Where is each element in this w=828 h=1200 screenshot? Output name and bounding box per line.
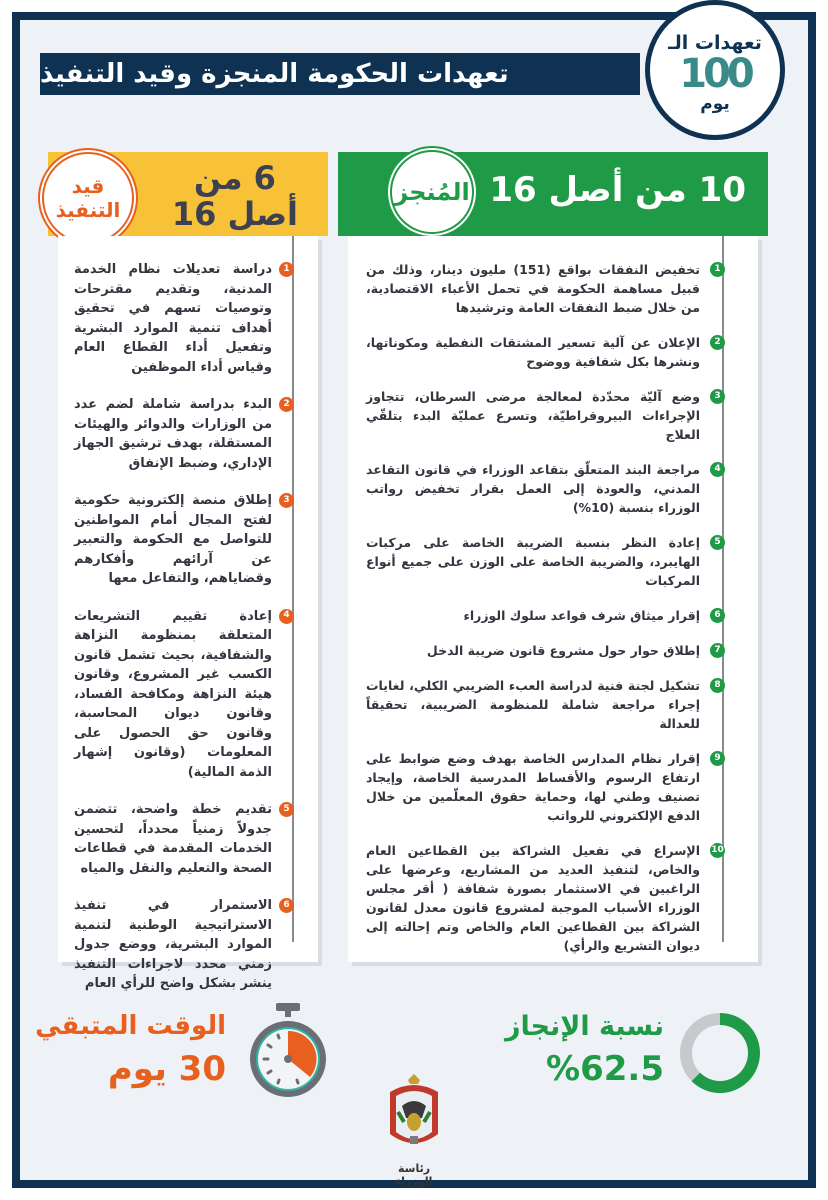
list-item	[362, 387, 744, 444]
list-item	[362, 260, 744, 317]
in-progress-column	[48, 152, 328, 991]
completed-stamp-text: المُنجز	[394, 178, 470, 206]
achievement-value: %62.5	[546, 1049, 664, 1089]
badge-top-text: تعهدات الـ	[668, 32, 762, 54]
item-number-badge: 7	[710, 643, 725, 658]
remaining-time-value: 30 يوم	[107, 1049, 226, 1089]
badge-bottom-text: يوم	[700, 94, 730, 114]
in-progress-count-line1: 6 من	[193, 159, 276, 197]
list-item	[362, 460, 744, 517]
item-text: الاستمرار في تنفيذ الاستراتيجية الوطنية لتنمية الموارد البشرية، ووضع جدول زمني محدد لاجراءات التنفيذ ينشر بشكل واضح للرأي العام	[74, 898, 272, 991]
item-number-badge: 10	[710, 843, 725, 858]
item-number-badge: 2	[710, 335, 725, 350]
in-progress-count	[172, 160, 298, 232]
item-number-badge: 8	[710, 678, 725, 693]
remaining-time-label: الوقت المتبقي	[35, 1011, 226, 1041]
list-item	[362, 606, 744, 625]
in-progress-stamp-line1: قيد	[71, 174, 105, 198]
jordan-emblem	[382, 1072, 446, 1188]
list-item	[72, 491, 304, 589]
item-number-badge: 3	[279, 493, 294, 508]
item-number-badge: 4	[279, 609, 294, 624]
completed-column	[338, 152, 768, 962]
completed-count: 10 من أصل 16	[489, 170, 746, 210]
list-item	[362, 841, 744, 955]
in-progress-list	[58, 236, 318, 991]
item-text: الإعلان عن آلية تسعير المشتقات النفطية ومكوناتها، ونشرها بكل شفافية ووضوح	[366, 335, 700, 369]
list-item	[362, 333, 744, 371]
coat-of-arms-icon	[382, 1072, 446, 1156]
item-text: وضع آليّة محدّدة لمعالجة مرضى السرطان، تتجاوز الإجراءات البيروقراطيّة، وتسرع عمليّة البدء بتلقّي العلاج	[366, 389, 700, 442]
completed-list	[348, 236, 758, 962]
achievement-stat	[490, 1005, 760, 1095]
item-text: إعادة تقييم التشريعات المتعلقة بمنظومة النزاهة والشفافية، بحيث تشمل قانون الكسب غير المشروع، وقانون هيئة النزاهة ومكافحة الفساد، وقانون ديوان المحاسبة، وقانون حق الحصول على المعلومات (وقانون إشهار الذمة المالية)	[74, 608, 272, 780]
in-progress-banner	[48, 152, 328, 236]
item-text: إطلاق حوار حول مشروع قانون ضريبة الدخل	[426, 643, 700, 658]
list-item	[72, 607, 304, 783]
item-text: الإسراع في تفعيل الشراكة بين القطاعين العام والخاص، لتنفيذ العديد من المشاريع، وعرضها على الراغبين في الاستثمار بصورة شفافة ( أقر مجلس الوزراء الأسباب الموجبة لمشروع قانون معدل لقانون الشراكة بين القطاعين العام والخاص وتم إحالته إلى ديوان التشريع والرأي)	[366, 843, 700, 953]
item-number-badge: 6	[710, 608, 725, 623]
item-number-badge: 3	[710, 389, 725, 404]
item-text: مراجعة البند المتعلّق بتقاعد الوزراء في قانون التقاعد المدني، والعودة إلى العمل بقرار تخفيض رواتب الوزراء بنسبة (10%)	[366, 462, 700, 515]
100-days-badge	[645, 0, 785, 140]
list-item	[72, 395, 304, 473]
completed-stamp	[386, 146, 478, 238]
achievement-donut-chart	[680, 1013, 760, 1093]
item-number-badge: 1	[279, 262, 294, 277]
item-text: دراسة تعديلات نظام الخدمة المدنية، وتقديم مقترحات وتوصيات تسهم في تحقيق أهداف تنمية الموارد البشرية وتفعيل أداء القطاع العام وقياس أداء الموظفين	[74, 262, 272, 375]
item-text: إقرار ميثاق شرف قواعد سلوك الوزراء	[463, 608, 700, 623]
item-text: إطلاق منصة إلكترونية حكومية لفتح المجال أمام المواطنين للتواصل مع الحكومة والتعبير عن آرائهم وأفكارهم وقضاياهم، والتفاعل معها	[74, 493, 272, 586]
stopwatch-icon	[246, 1001, 330, 1101]
item-text: إعادة النظر بنسبة الضريبة الخاصة على مركبات الهايبرد، والضريبة الخاصة على الوزن على جميع أنواع المركبات	[366, 535, 700, 588]
remaining-time-stat	[30, 995, 330, 1105]
item-number-badge: 1	[710, 262, 725, 277]
page-title: تعهدات الحكومة المنجزة وقيد التنفيذ	[40, 59, 509, 89]
badge-number: 100	[679, 51, 751, 97]
achievement-label: نسبة الإنجاز	[504, 1011, 664, 1042]
in-progress-count-line2: أصل 16	[171, 195, 298, 233]
in-progress-stamp	[38, 148, 138, 248]
in-progress-stamp-line2: التنفيذ	[55, 198, 121, 222]
list-item	[362, 749, 744, 825]
item-text: تشكيل لجنة فنية لدراسة العبء الضريبي الكلي، لغايات إجراء مراجعة شاملة للمنظومة الضريبية، تحقيقاً للعدالة	[366, 678, 700, 731]
item-text: تخفيض النفقات بواقع (151) مليون دينار، وذلك من قبيل مساهمة الحكومة في تحمل الأعباء الاقتصادية، من خلال ضبط النفقات العامة وترشيدها	[366, 262, 700, 315]
item-number-badge: 9	[710, 751, 725, 766]
item-text: إقرار نظام المدارس الخاصة بهدف وضع ضوابط على ارتفاع الرسوم والأقساط المدرسية الخاصة، وإيجاد تصنيف وطني لها، وحماية حقوق المعلّمين من خلال الدفع الإلكتروني للرواتب	[366, 751, 700, 823]
emblem-caption: رئاسة الوزراء	[395, 1162, 433, 1188]
item-number-badge: 4	[710, 462, 725, 477]
list-item	[72, 896, 304, 994]
item-text: البدء بدراسة شاملة لضم عدد من الوزارات والدوائر والهيئات المستقلة، بهدف ترشيق الجهاز الإداري، وضبط الإنفاق	[74, 397, 272, 471]
completed-banner	[338, 152, 768, 236]
list-item	[72, 800, 304, 878]
item-number-badge: 2	[279, 397, 294, 412]
list-item	[362, 533, 744, 590]
item-number-badge: 5	[279, 802, 294, 817]
list-item	[362, 676, 744, 733]
header-title-bar	[40, 53, 640, 95]
item-text: تقديم خطة واضحة، تتضمن جدولاً زمنياً محدداً، لتحسين الخدمات المقدمة في قطاعات الصحة والتعليم والنقل والمياه	[74, 802, 272, 876]
item-number-badge: 6	[279, 898, 294, 913]
list-item	[72, 260, 304, 377]
list-item	[362, 641, 744, 660]
item-number-badge: 5	[710, 535, 725, 550]
